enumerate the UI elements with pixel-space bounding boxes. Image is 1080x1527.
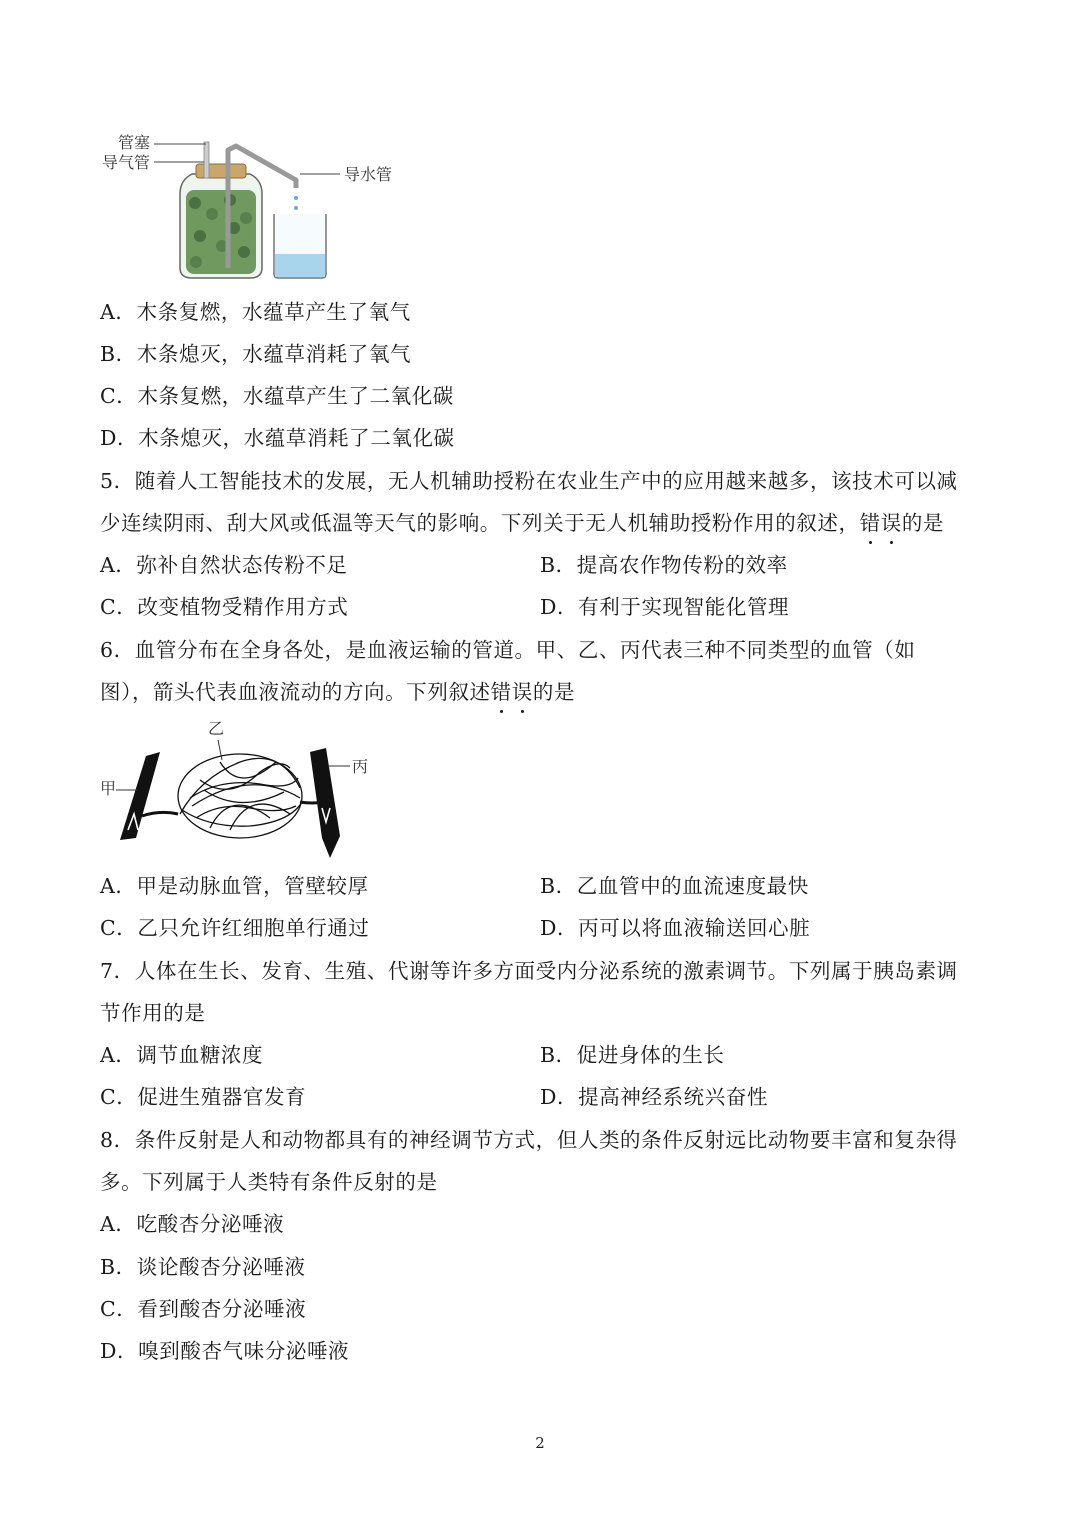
blood-vessel-diagram: [100, 718, 380, 863]
q8-option-c: C．看到酸杏分泌唾液: [100, 1297, 307, 1321]
q8-option-a: A．吃酸杏分泌唾液: [100, 1212, 285, 1236]
q5-stem-line2: 少连续阴雨、刮大风或低温等天气的影响。下列关于无人机辅助授粉作用的叙述，错误的是: [100, 511, 945, 535]
q8-option-b: B．谈论酸杏分泌唾液: [100, 1255, 306, 1279]
q6-option-b: B．乙血管中的血流速度最快: [540, 874, 809, 898]
q8-stem-line2: 多。下列属于人类特有条件反射的是: [100, 1170, 438, 1194]
label-jia: 甲: [100, 779, 117, 798]
q5-option-b: B．提高农作物传粉的效率: [540, 553, 788, 577]
q7-option-c: C．促进生殖器官发育: [100, 1085, 307, 1109]
q6-option-d: D．丙可以将血液输送回心脏: [540, 916, 811, 940]
emphasis-char: 误: [511, 680, 533, 704]
q7-option-a: A．调节血糖浓度: [100, 1043, 264, 1067]
figure-apparatus: [100, 128, 410, 288]
q8-stem-line1: 8．条件反射是人和动物都具有的神经调节方式，但人类的条件反射远比动物要丰富和复杂得: [100, 1128, 958, 1152]
emphasis-char: 误: [880, 511, 902, 535]
figure-blood-vessels: [100, 718, 380, 863]
plant-mass: [186, 190, 256, 274]
q5-option-a: A．弥补自然状态传粉不足: [100, 553, 348, 577]
q5-stem-line1: 5．随着人工智能技术的发展，无人机辅助授粉在农业生产中的应用越来越多，该技术可以减: [100, 469, 958, 493]
label-stopper: 管塞: [118, 133, 151, 152]
gas-tube: [204, 142, 209, 178]
label-bing: 丙: [352, 757, 369, 776]
q6-option-a: A．甲是动脉血管，管壁较厚: [100, 874, 369, 898]
vessel-jia: [120, 752, 160, 840]
beaker-water: [275, 254, 325, 277]
label-gas-tube: 导气管: [102, 153, 151, 172]
apparatus-diagram: [100, 128, 410, 288]
q4-option-d: D．木条熄灭，水蕴草消耗了二氧化碳: [100, 426, 455, 450]
q4-option-a: A．木条复燃，水蕴草产生了氧气: [100, 300, 411, 324]
label-yi: 乙: [208, 719, 225, 738]
q6-stem-line1: 6．血管分布在全身各处，是血液运输的管道。甲、乙、丙代表三种不同类型的血管（如: [100, 638, 916, 662]
q4-option-b: B．木条熄灭，水蕴草消耗了氧气: [100, 342, 412, 366]
q8-option-d: D．嗅到酸杏气味分泌唾液: [100, 1339, 350, 1363]
q7-option-b: B．促进身体的生长: [540, 1043, 725, 1067]
label-water-tube: 导水管: [344, 165, 393, 184]
emphasis-char: 错: [859, 511, 881, 535]
page-number: 2: [535, 1434, 545, 1452]
vessel-yi: [178, 754, 302, 838]
emphasis-char: 错: [490, 680, 512, 704]
q6-option-c: C．乙只允许红细胞单行通过: [100, 916, 370, 940]
q6-stem-line2: 图），箭头代表血液流动的方向。下列叙述错误的是: [100, 680, 576, 704]
q5-option-c: C．改变植物受精作用方式: [100, 595, 349, 619]
q7-stem-line1: 7．人体在生长、发育、生殖、代谢等许多方面受内分泌系统的激素调节。下列属于胰岛素调: [100, 959, 958, 983]
q5-option-d: D．有利于实现智能化管理: [540, 595, 790, 619]
stopper: [196, 164, 246, 178]
q4-option-c: C．木条复燃，水蕴草产生了二氧化碳: [100, 384, 454, 408]
q7-option-d: D．提高神经系统兴奋性: [540, 1085, 769, 1109]
q7-stem-line2: 节作用的是: [100, 1001, 206, 1025]
